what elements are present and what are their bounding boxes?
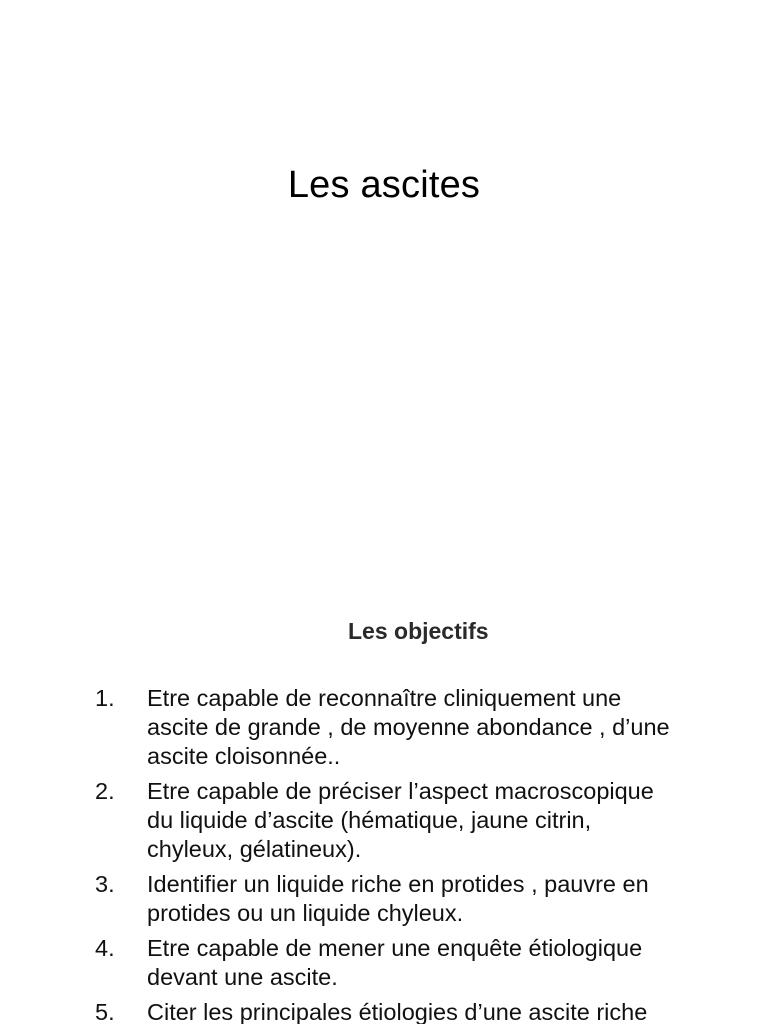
list-item: [95, 777, 760, 864]
objectives-list: [95, 684, 760, 1024]
list-item: [95, 998, 760, 1024]
list-item-number: 2.: [95, 778, 115, 804]
list-item: [95, 934, 760, 992]
list-item-number: 4.: [95, 935, 115, 961]
list-item-text: Etre capable de reconnaître cliniquement une ascite de grande , de moyenne abondance , d’une ascite cloisonnée..: [147, 685, 670, 769]
list-item-text: Etre capable de préciser l’aspect macroscopique du liquide d’ascite (hématique, jaune citrin, chyleux, gélatineux).: [147, 778, 654, 862]
list-item-text: Etre capable de mener une enquête étiologique devant une ascite.: [147, 935, 643, 990]
list-item-text: Citer les principales étiologies d’une ascite riche: [147, 999, 648, 1024]
page-title: Les ascites: [287, 164, 481, 206]
objectives-heading: Les objectifs: [348, 618, 489, 644]
list-item: [95, 870, 760, 928]
list-item: [95, 684, 760, 771]
list-item-number: 5.: [95, 999, 115, 1024]
list-item-text: Identifier un liquide riche en protides , pauvre en protides ou un liquide chyleux.: [147, 871, 649, 926]
list-item-number: 3.: [95, 871, 115, 897]
list-item-number: 1.: [95, 685, 115, 711]
